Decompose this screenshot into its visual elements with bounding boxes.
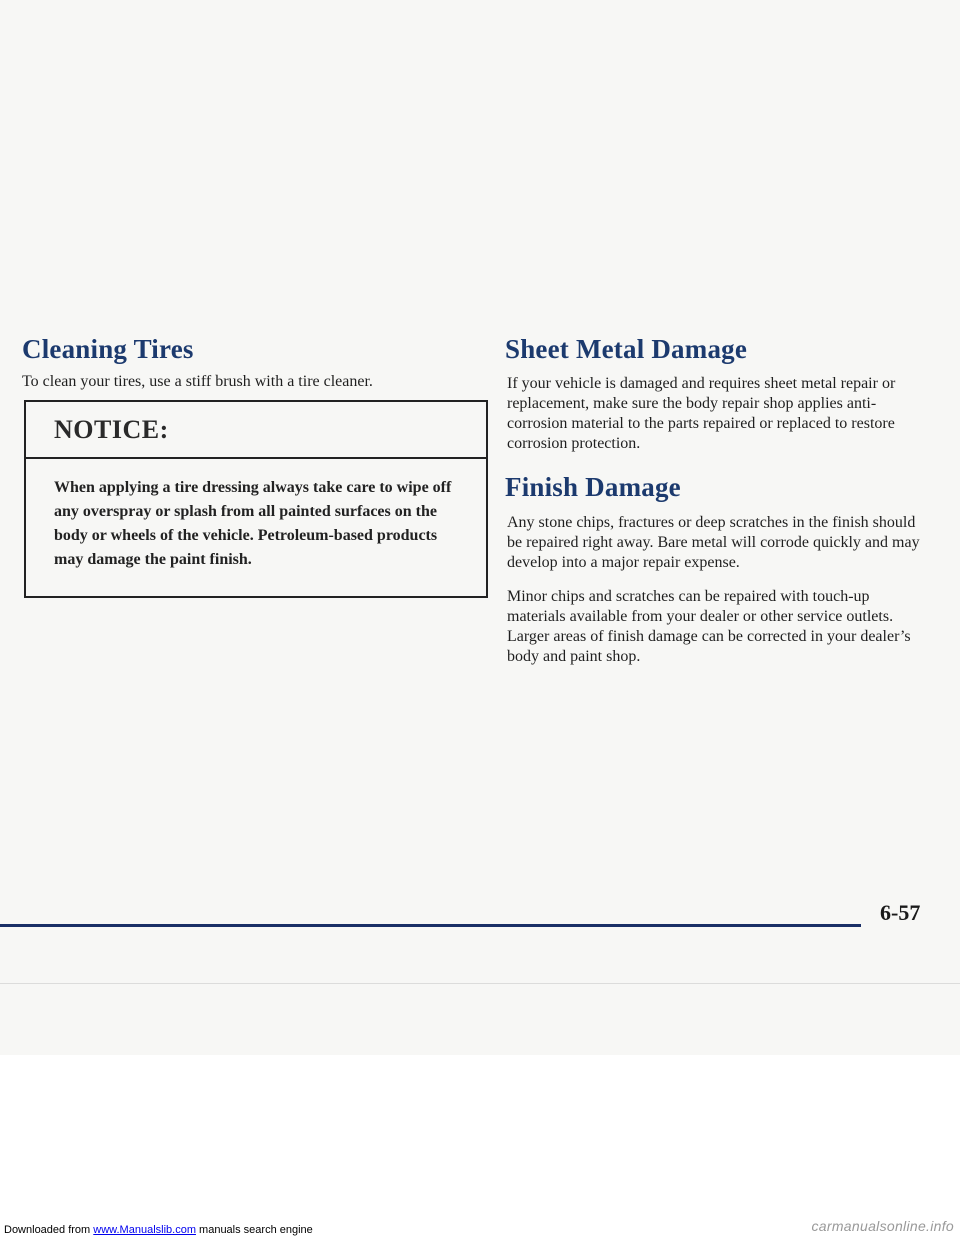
- footer-divider: [0, 983, 960, 984]
- notice-box: [24, 400, 488, 598]
- finish-damage-heading: Finish Damage: [505, 472, 681, 502]
- left-column: [22, 334, 472, 568]
- manualslib-link[interactable]: www.Manualslib.com: [93, 1224, 196, 1236]
- right-column: [507, 334, 927, 667]
- page-number: 6-57: [880, 900, 921, 925]
- notice-title: NOTICE:: [54, 415, 169, 444]
- finish-damage-paragraph-1: Any stone chips, fractures or deep scratches in the finish should be repaired right away. Bare metal will corrode quickly and may develop into a major repair expense.: [507, 514, 920, 571]
- notice-title-box: [24, 400, 488, 459]
- download-footer: [4, 1224, 313, 1236]
- download-prefix: Downloaded from: [4, 1224, 94, 1236]
- watermark: carmanualsonline.info: [811, 1218, 954, 1234]
- bottom-rule: [0, 924, 861, 927]
- cleaning-tires-heading: Cleaning Tires: [22, 334, 194, 364]
- cleaning-tires-text: To clean your tires, use a stiff brush with a tire cleaner.: [22, 373, 373, 390]
- sheet-metal-damage-text: If your vehicle is damaged and requires sheet metal repair or replacement, make sure the body repair shop applies anti-corrosion material to the parts repaired or replaced to restore corrosion protection.: [507, 375, 896, 452]
- download-suffix: manuals search engine: [195, 1224, 313, 1236]
- notice-text: When applying a tire dressing always take care to wipe off any overspray or splash from all painted surfaces on the body or wheels of the vehicle. Petroleum-based products may damage the paint finish.: [54, 479, 452, 568]
- finish-damage-paragraph-2: Minor chips and scratches can be repaired with touch-up materials available from your dealer or other service outlets. Larger areas of finish damage can be corrected in your dealer’s body and paint shop.: [507, 588, 911, 665]
- sheet-metal-damage-heading: Sheet Metal Damage: [505, 334, 748, 364]
